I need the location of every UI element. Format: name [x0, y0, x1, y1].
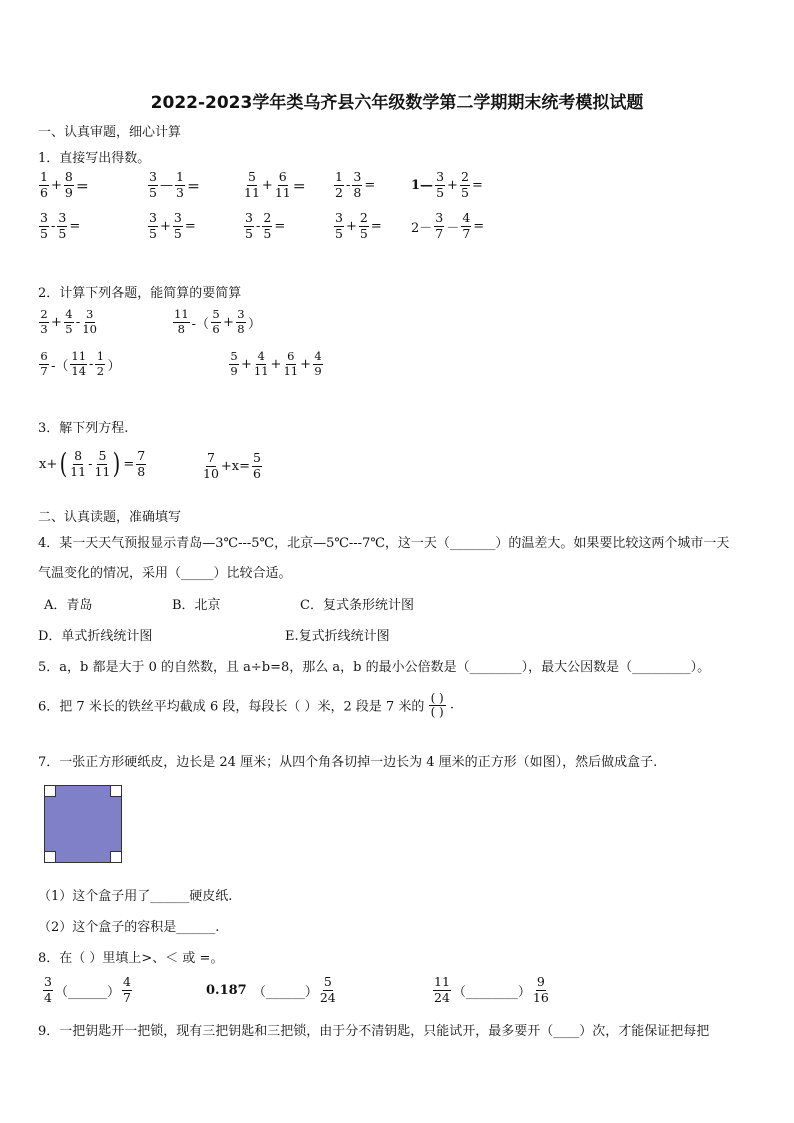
operator: +: [261, 177, 273, 193]
fraction-numerator: 3: [353, 169, 362, 184]
q6: [38, 692, 454, 718]
q3-label: 3．解下列方程.: [38, 421, 129, 436]
fraction-denominator: 4: [44, 989, 52, 1005]
fraction: [211, 309, 221, 335]
fraction: [64, 309, 74, 335]
page-title: 2022-2023学年类乌齐县六年级数学第二学期期末统考模拟试题: [150, 93, 644, 113]
operator: +: [270, 356, 282, 372]
fraction-denominator: 7: [123, 989, 131, 1005]
fraction-denominator: 11: [283, 363, 299, 378]
prefix: 1—: [411, 177, 434, 193]
section1-heading: 一、认真审题，细心计算: [38, 125, 182, 140]
equals-sign: =: [184, 218, 196, 234]
fraction-denominator: 3: [40, 321, 48, 336]
equals-sign: =: [69, 218, 81, 234]
fraction: [95, 351, 105, 377]
fraction-denominator: 8: [137, 463, 146, 479]
q4-line1: 4．某一天天气预报显示青岛—3℃---5℃，北京—5℃---7℃，这一天（_______）的温差大。如果要比较这两个城市一天: [38, 536, 730, 551]
fraction-numerator: 3: [245, 210, 253, 225]
fraction-numerator: 3: [40, 210, 48, 225]
operator: -（: [51, 358, 69, 374]
q1-row1-item: [38, 171, 90, 199]
close-paren: ）: [107, 358, 121, 374]
q1-label: 1．直接写出得数。: [38, 151, 151, 166]
q2-expression: [38, 309, 98, 335]
fraction-denominator: 5: [245, 225, 253, 241]
fraction: [313, 351, 323, 377]
q1-row2-item: [147, 212, 197, 240]
fraction: [334, 212, 344, 240]
q4-option-e: E.复式折线统计图: [285, 629, 390, 644]
operator: +x=: [220, 458, 251, 474]
fraction-denominator: 8: [237, 321, 245, 336]
blank: （________）: [452, 984, 531, 1000]
fraction-numerator: 5: [247, 169, 256, 184]
fraction: [252, 452, 262, 480]
operator: -: [256, 218, 261, 234]
fraction: [236, 309, 246, 335]
q4-option-a: A．青岛: [44, 598, 93, 613]
fraction-numerator: 11: [71, 349, 87, 363]
fraction-denominator: 24: [319, 989, 336, 1005]
operator: +: [300, 356, 311, 372]
q6-end: .: [449, 697, 455, 713]
operator: +: [241, 356, 252, 372]
fraction-denominator: 5: [173, 225, 182, 241]
fraction: [254, 351, 269, 377]
fraction: [320, 976, 336, 1004]
left-paren: (: [59, 447, 68, 480]
equals-sign: ＝: [75, 179, 89, 195]
q6-numerator: ( ): [430, 691, 444, 705]
fraction: [173, 309, 190, 335]
fraction-numerator: 2: [40, 307, 48, 321]
fraction-denominator: 8: [177, 321, 185, 336]
fraction-denominator: 5: [149, 225, 157, 241]
operator: -: [88, 456, 93, 472]
fraction-denominator: 7: [40, 363, 48, 378]
fraction: [229, 351, 239, 377]
q5-text: 5．a，b 都是大于 0 的自然数，且 a÷b=8，那么 a，b 的最小公倍数是（________），最大公因数是（_________）。: [38, 660, 711, 675]
fraction: [460, 171, 470, 199]
q7-text: 7．一张正方形硬纸皮，边长是 24 厘米；从四个角各切掉一边长为 4 厘米的正方形（如图），然后做成盒子.: [38, 755, 658, 770]
operator: +: [223, 314, 234, 330]
fraction-numerator: 11: [434, 974, 450, 989]
fraction-numerator: 1: [176, 169, 184, 184]
fraction: [70, 351, 87, 377]
fraction-numerator: 4: [65, 307, 73, 321]
operator: －: [446, 220, 460, 236]
q4-option-b: B．北京: [172, 598, 221, 613]
fraction-numerator: 1: [335, 169, 343, 184]
operator: -: [346, 177, 351, 193]
fraction: [175, 171, 185, 199]
fraction-denominator: 11: [253, 363, 269, 378]
fraction-numerator: 1: [96, 349, 105, 363]
fraction-numerator: 7: [137, 448, 146, 463]
fraction-denominator: 10: [82, 321, 97, 336]
cut-corner-bottom-right: [110, 851, 122, 863]
fraction: [39, 171, 49, 199]
equals-sign: ＝: [187, 179, 201, 195]
fraction: [82, 309, 97, 335]
fraction-denominator: 5: [58, 225, 67, 241]
equals-sign: =: [473, 218, 485, 234]
fraction-denominator: 5: [436, 184, 445, 200]
q1-row2-item: [333, 212, 383, 240]
fraction-denominator: 9: [230, 363, 238, 378]
equals-sign: ＝: [292, 179, 306, 195]
fraction: [262, 212, 272, 240]
fraction-numerator: 3: [149, 169, 157, 184]
operator: +: [51, 177, 62, 193]
fraction: [359, 212, 369, 240]
fraction: [43, 976, 53, 1004]
fraction-numerator: 8: [74, 448, 83, 463]
fraction-denominator: 2: [335, 184, 343, 200]
fraction: [148, 212, 158, 240]
decimal-value: 0.187: [206, 982, 247, 998]
cut-corner-top-right: [110, 785, 122, 797]
operator: +: [447, 177, 458, 193]
fraction: [64, 171, 74, 199]
section2-heading: 二、认真读题，准确填写: [38, 510, 182, 525]
q8-label: 8．在（ ）里填上>、＜ 或 =。: [38, 951, 224, 966]
operator: -: [75, 314, 81, 330]
fraction: [461, 212, 471, 240]
fraction-denominator: 9: [64, 184, 73, 200]
fraction-denominator: 14: [71, 363, 87, 378]
fraction-denominator: 3: [176, 184, 184, 200]
fraction: [352, 171, 362, 199]
fraction-denominator: 5: [149, 184, 157, 200]
fraction-numerator: 2: [263, 210, 272, 225]
q4-line2: 气温变化的情况，采用（_____）比较合适。: [38, 566, 292, 581]
fraction-numerator: 2: [359, 210, 368, 225]
q1-row2-item: [410, 212, 485, 240]
fraction-denominator: 7: [435, 225, 444, 241]
fraction-numerator: 3: [237, 307, 245, 321]
fraction-numerator: 3: [85, 307, 94, 321]
fraction: [122, 976, 132, 1004]
fraction: [39, 351, 49, 377]
fraction-numerator: 5: [230, 349, 238, 363]
fraction: [244, 212, 254, 240]
q6-denominator: ( ): [430, 705, 444, 719]
fraction-numerator: 2: [460, 169, 469, 184]
cut-corner-top-left: [44, 785, 56, 797]
fraction-numerator: 5: [212, 307, 220, 321]
fraction-denominator: 7: [462, 225, 471, 241]
fraction-denominator: 11: [70, 463, 87, 479]
fraction: [39, 212, 49, 240]
q2-label: 2．计算下列各题，能简算的要简算: [38, 286, 242, 301]
fraction-numerator: 6: [278, 169, 287, 184]
fraction: [94, 450, 110, 478]
q3-equation-1: [38, 447, 147, 480]
fraction-numerator: 3: [335, 210, 343, 225]
fraction: [70, 450, 86, 478]
equals-sign: =: [370, 218, 382, 234]
cut-corner-bottom-left: [44, 851, 56, 863]
fraction-numerator: 3: [44, 974, 52, 989]
fraction-numerator: 3: [435, 210, 444, 225]
fraction-denominator: 9: [314, 363, 322, 378]
fraction-numerator: 5: [253, 450, 261, 465]
fraction: [136, 450, 146, 478]
fraction: [275, 171, 291, 199]
fraction-numerator: 3: [149, 210, 157, 225]
fraction-numerator: 5: [323, 974, 332, 989]
q4-option-c: C．复式条形统计图: [300, 598, 414, 613]
fraction: [244, 171, 260, 199]
fraction-numerator: 11: [174, 307, 189, 321]
fraction-denominator: 5: [460, 184, 469, 200]
fraction: [148, 171, 158, 199]
fraction: [57, 212, 67, 240]
fraction: [434, 212, 444, 240]
fraction: [173, 212, 183, 240]
fraction: [433, 976, 451, 1004]
prefix: x+: [39, 456, 58, 472]
q8-comparison-3: [432, 976, 550, 1004]
fraction-denominator: 5: [359, 225, 368, 241]
equals-sign: =: [274, 218, 286, 234]
close-paren: ）: [247, 316, 261, 332]
fraction-denominator: 11: [94, 463, 111, 479]
square-cardboard-figure: [44, 785, 122, 863]
equals-sign: =: [364, 177, 376, 193]
equals-sign: =: [123, 456, 135, 472]
fraction-numerator: 4: [462, 210, 471, 225]
q3-equation-2: [202, 452, 263, 480]
fraction: [203, 452, 219, 480]
fraction-denominator: 2: [96, 363, 105, 378]
fraction-denominator: 10: [203, 465, 219, 481]
fraction-numerator: 4: [314, 349, 322, 363]
fraction-numerator: 8: [64, 169, 73, 184]
fraction: [283, 351, 298, 377]
q8-comparison-2: [205, 976, 337, 1004]
q1-row1-item: [410, 171, 484, 199]
operator: —: [160, 177, 173, 193]
fraction-denominator: 5: [40, 225, 48, 241]
fraction-denominator: 5: [263, 225, 272, 241]
q6-fraction-blank: [429, 692, 446, 718]
q1-row2-item: [38, 212, 81, 240]
fraction-numerator: 5: [98, 448, 107, 463]
fraction-numerator: 6: [40, 349, 48, 363]
fraction-numerator: 3: [58, 210, 67, 225]
q7-sub1: （1）这个盒子用了______硬皮纸.: [38, 889, 233, 904]
fraction: [435, 171, 445, 199]
q1-row2-item: [243, 212, 286, 240]
q6-text: 6．把 7 米长的铁丝平均截成 6 段，每段长（ ）米，2 段是 7 米的: [38, 699, 425, 715]
fraction: [39, 309, 49, 335]
fraction-numerator: 4: [123, 974, 131, 989]
q2-expression: [38, 351, 121, 377]
q9-text: 9．一把钥匙开一把锁，现有三把钥匙和三把锁，由于分不清钥匙，只能试开，最多要开（____）次，才能保证把每把: [38, 1024, 710, 1039]
fraction-denominator: 6: [253, 465, 261, 481]
operator: -: [51, 218, 56, 234]
q7-sub2: （2）这个盒子的容积是______.: [38, 920, 220, 935]
fraction-denominator: 16: [532, 989, 549, 1005]
fraction-numerator: 3: [436, 169, 445, 184]
fraction-denominator: 6: [212, 321, 220, 336]
fraction-denominator: 5: [335, 225, 343, 241]
fraction: [533, 976, 549, 1004]
q1-row1-item: [333, 171, 376, 199]
blank: （______）: [55, 984, 121, 1000]
q1-row1-item: [243, 171, 307, 199]
q1-row1-item: [147, 171, 201, 199]
fraction-denominator: 24: [434, 989, 450, 1005]
fraction-numerator: 9: [536, 974, 545, 989]
operator: -: [89, 356, 94, 372]
fraction-denominator: 11: [274, 184, 291, 200]
operator: +: [51, 314, 62, 330]
operator: +: [160, 218, 171, 234]
fraction-numerator: 7: [206, 450, 215, 465]
fraction-numerator: 6: [287, 349, 295, 363]
fraction-denominator: 5: [65, 321, 73, 336]
operator: -（: [191, 316, 210, 332]
fraction-numerator: 1: [40, 169, 48, 184]
fraction-denominator: 8: [353, 184, 362, 200]
prefix: 2－: [411, 220, 433, 236]
operator: +: [346, 218, 357, 234]
fraction-denominator: 11: [244, 184, 260, 200]
fraction-numerator: 3: [173, 210, 182, 225]
q8-comparison-1: [42, 976, 133, 1004]
q2-expression: [228, 351, 324, 377]
fraction-numerator: 4: [257, 349, 265, 363]
fraction: [334, 171, 344, 199]
fraction-denominator: 6: [40, 184, 48, 200]
equals-sign: =: [471, 177, 483, 193]
q2-expression: [172, 309, 262, 335]
right-paren: ): [113, 447, 121, 480]
blank: （______）: [248, 984, 318, 1000]
q4-option-d: D．单式折线统计图: [38, 629, 153, 644]
